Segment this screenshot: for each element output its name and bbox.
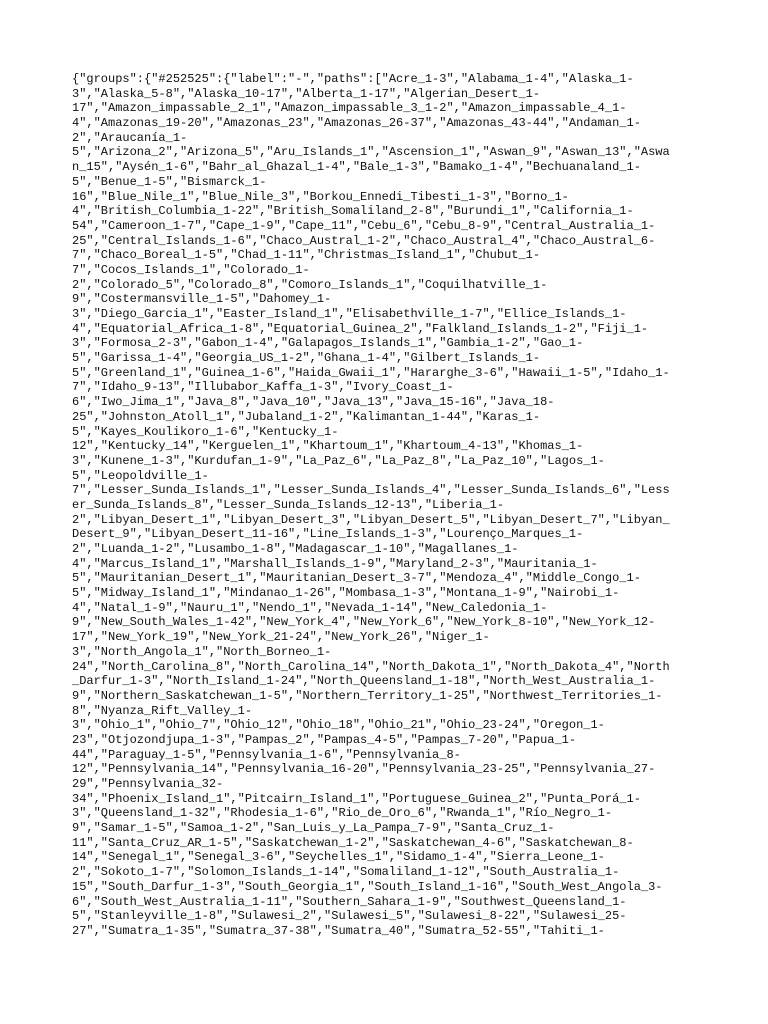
text-line: 4","British_Columbia_1-22","British_Somaliland_2-8","Burundi_1","California_1- (72, 204, 634, 219)
text-line: 7","Cocos_Islands_1","Colorado_1- (72, 262, 310, 277)
text-line: 54","Cameroon_1-7","Cape_1-9","Cape_11","Cebu_6","Cebu_8-9","Central_Australia_1- (72, 218, 656, 233)
text-line: 5","Arizona_2","Arizona_5","Aru_Islands_1","Ascension_1","Aswan_9","Aswan_13","Aswa (72, 145, 670, 160)
text-line: 9","New_South_Wales_1-42","New_York_4","New_York_6","New_York_8-10","New_York_12- (72, 615, 656, 630)
text-line: 6","Iwo_Jima_1","Java_8","Java_10","Java_13","Java_15-16","Java_18- (72, 395, 555, 410)
document-text-block (72, 72, 696, 952)
text-line: 34","Phoenix_Island_1","Pitcairn_Island_1","Portuguese_Guinea_2","Punta_Porá_1- (72, 791, 641, 806)
text-line: 15","South_Darfur_1-3","South_Georgia_1","South_Island_1-16","South_West_Angola_3- (72, 879, 663, 894)
text-line: er_Sunda_Islands_8","Lesser_Sunda_Islands_12-13","Liberia_1- (72, 497, 505, 512)
text-line: 5","Kayes_Koulikoro_1-6","Kentucky_1- (72, 424, 339, 439)
text-line: 24","North_Carolina_8","North_Carolina_14","North_Dakota_1","North_Dakota_4","North (72, 659, 670, 674)
text-line: 11","Santa_Cruz_AR_1-5","Saskatchewan_1-2","Saskatchewan_4-6","Saskatchewan_8- (72, 835, 634, 850)
text-line: 3","Ohio_1","Ohio_7","Ohio_12","Ohio_18","Ohio_21","Ohio_23-24","Oregon_1- (72, 718, 605, 733)
text-line: 25","Central_Islands_1-6","Chaco_Austral_1-2","Chaco_Austral_4","Chaco_Austral_6- (72, 233, 656, 248)
text-line: 7","Lesser_Sunda_Islands_1","Lesser_Sunda_Islands_4","Lesser_Sunda_Islands_6","Less (72, 483, 670, 498)
text-line: 3","Queensland_1-32","Rhodesia_1-6","Rio_de_Oro_6","Rwanda_1","Río_Negro_1- (72, 806, 613, 821)
text-line: 9","Northern_Saskatchewan_1-5","Northern_Territory_1-25","Northwest_Territories_1- (72, 688, 663, 703)
text-line: 17","Amazon_impassable_2_1","Amazon_impassable_3_1-2","Amazon_impassable_4_1- (72, 101, 627, 116)
text-line: 3","Formosa_2-3","Gabon_1-4","Galapagos_Islands_1","Gambia_1-2","Gao_1- (72, 336, 584, 351)
text-line: 23","Otjozondjupa_1-3","Pampas_2","Pampas_4-5","Pampas_7-20","Papua_1- (72, 732, 577, 747)
text-line: 29","Pennsylvania_32- (72, 777, 224, 791)
text-line: 4","Natal_1-9","Nauru_1","Nendo_1","Nevada_1-14","New_Caledonia_1- (72, 600, 548, 615)
text-line: _Darfur_1-3","North_Island_1-24","North_Queensland_1-18","North_West_Australia_1- (72, 674, 656, 689)
text-line: 12","Pennsylvania_14","Pennsylvania_16-20","Pennsylvania_23-25","Pennsylvania_27- (72, 762, 656, 777)
text-line: 14","Senegal_1","Senegal_3-6","Seychelles_1","Sidamo_1-4","Sierra_Leone_1- (72, 850, 605, 865)
text-line: 27","Sumatra_1-35","Sumatra_37-38","Sumatra_40","Sumatra_52-55","Tahiti_1- (72, 923, 605, 938)
text-line: {"groups":{"#252525":{"label":"-","paths":["Acre_1-3","Alabama_1-4","Alaska_1- (72, 72, 634, 86)
text-line: 25","Johnston_Atoll_1","Jubaland_1-2","Kalimantan_1-44","Karas_1- (72, 409, 541, 424)
text-line: 4","Equatorial_Africa_1-8","Equatorial_Guinea_2","Falkland_Islands_1-2","Fiji_1- (72, 321, 649, 336)
text-line: 2","Colorado_5","Colorado_8","Comoro_Islands_1","Coquilhatville_1- (72, 277, 548, 292)
text-line: 3","Alaska_5-8","Alaska_10-17","Alberta_1-17","Algerian_Desert_1- (72, 86, 541, 101)
text-line: 2","Araucanía_1- (72, 130, 188, 145)
text-line: 5","Garissa_1-4","Georgia_US_1-2","Ghana_1-4","Gilbert_Islands_1- (72, 351, 541, 366)
text-line: 3","Kunene_1-3","Kurdufan_1-9","La_Paz_6","La_Paz_8","La_Paz_10","Lagos_1- (72, 453, 605, 468)
text-line: 5","Mauritanian_Desert_1","Mauritanian_Desert_3-7","Mendoza_4","Middle_Congo_1- (72, 571, 641, 586)
text-line: 6","South_West_Australia_1-11","Southern_Sahara_1-9","Southwest_Queensland_1- (72, 894, 627, 909)
text-line: 3","North_Angola_1","North_Borneo_1- (72, 644, 332, 659)
text-line: 7","Chaco_Boreal_1-5","Chad_1-11","Christmas_Island_1","Chubut_1- (72, 248, 541, 263)
text-line: 9","Costermansville_1-5","Dahomey_1- (72, 292, 332, 307)
text-line: 17","New_York_19","New_York_21-24","New_York_26","Niger_1- (72, 630, 490, 645)
text-line: 3","Diego_Garcia_1","Easter_Island_1","Elisabethville_1-7","Ellice_Islands_1- (72, 307, 627, 321)
text-line: 12","Kentucky_14","Kerguelen_1","Khartoum_1","Khartoum_4-13","Khomas_1- (72, 439, 584, 454)
text-line: 2","Luanda_1-2","Lusambo_1-8","Madagascar_1-10","Magallanes_1- (72, 542, 519, 556)
text-line: 2","Libyan_Desert_1","Libyan_Desert_3","Libyan_Desert_5","Libyan_Desert_7","Libyan_ (72, 512, 670, 527)
text-line: 4","Amazonas_19-20","Amazonas_23","Amazonas_26-37","Amazonas_43-44","Andaman_1- (72, 116, 641, 131)
text-line: 2","Sokoto_1-7","Solomon_Islands_1-14","Somaliland_1-12","South_Australia_1- (72, 865, 620, 880)
text-line: n_15","Aysén_1-6","Bahr_al_Ghazal_1-4","Bale_1-3","Bamako_1-4","Bechuanaland_1- (72, 160, 641, 175)
text-line: 44","Paraguay_1-5","Pennsylvania_1-6","Pennsylvania_8- (72, 747, 461, 762)
text-line: 5","Stanleyville_1-8","Sulawesi_2","Sulawesi_5","Sulawesi_8-22","Sulawesi_25- (72, 909, 627, 924)
text-line: 5","Midway_Island_1","Mindanao_1-26","Mombasa_1-3","Montana_1-9","Nairobi_1- (72, 586, 620, 601)
text-line: 4","Marcus_Island_1","Marshall_Islands_1-9","Maryland_2-3","Mauritania_1- (72, 556, 598, 571)
text-line: 8","Nyanza_Rift_Valley_1- (72, 703, 253, 718)
text-line: 5","Greenland_1","Guinea_1-6","Haida_Gwaii_1","Hararghe_3-6","Hawaii_1-5","Idaho_1- (72, 365, 670, 380)
text-line: 16","Blue_Nile_1","Blue_Nile_3","Borkou_Ennedi_Tibesti_1-3","Borno_1- (72, 189, 569, 204)
text-line: 5","Benue_1-5","Bismarck_1- (72, 174, 267, 189)
text-line: 9","Samar_1-5","Samoa_1-2","San_Luis_y_La_Pampa_7-9","Santa_Cruz_1- (72, 821, 555, 836)
text-line: 5","Leopoldville_1- (72, 468, 209, 483)
text-line: 7","Idaho_9-13","Illubabor_Kaffa_1-3","Ivory_Coast_1- (72, 380, 454, 395)
text-line: Desert_9","Libyan_Desert_11-16","Line_Islands_1-3","Lourenço_Marques_1- (72, 527, 584, 542)
